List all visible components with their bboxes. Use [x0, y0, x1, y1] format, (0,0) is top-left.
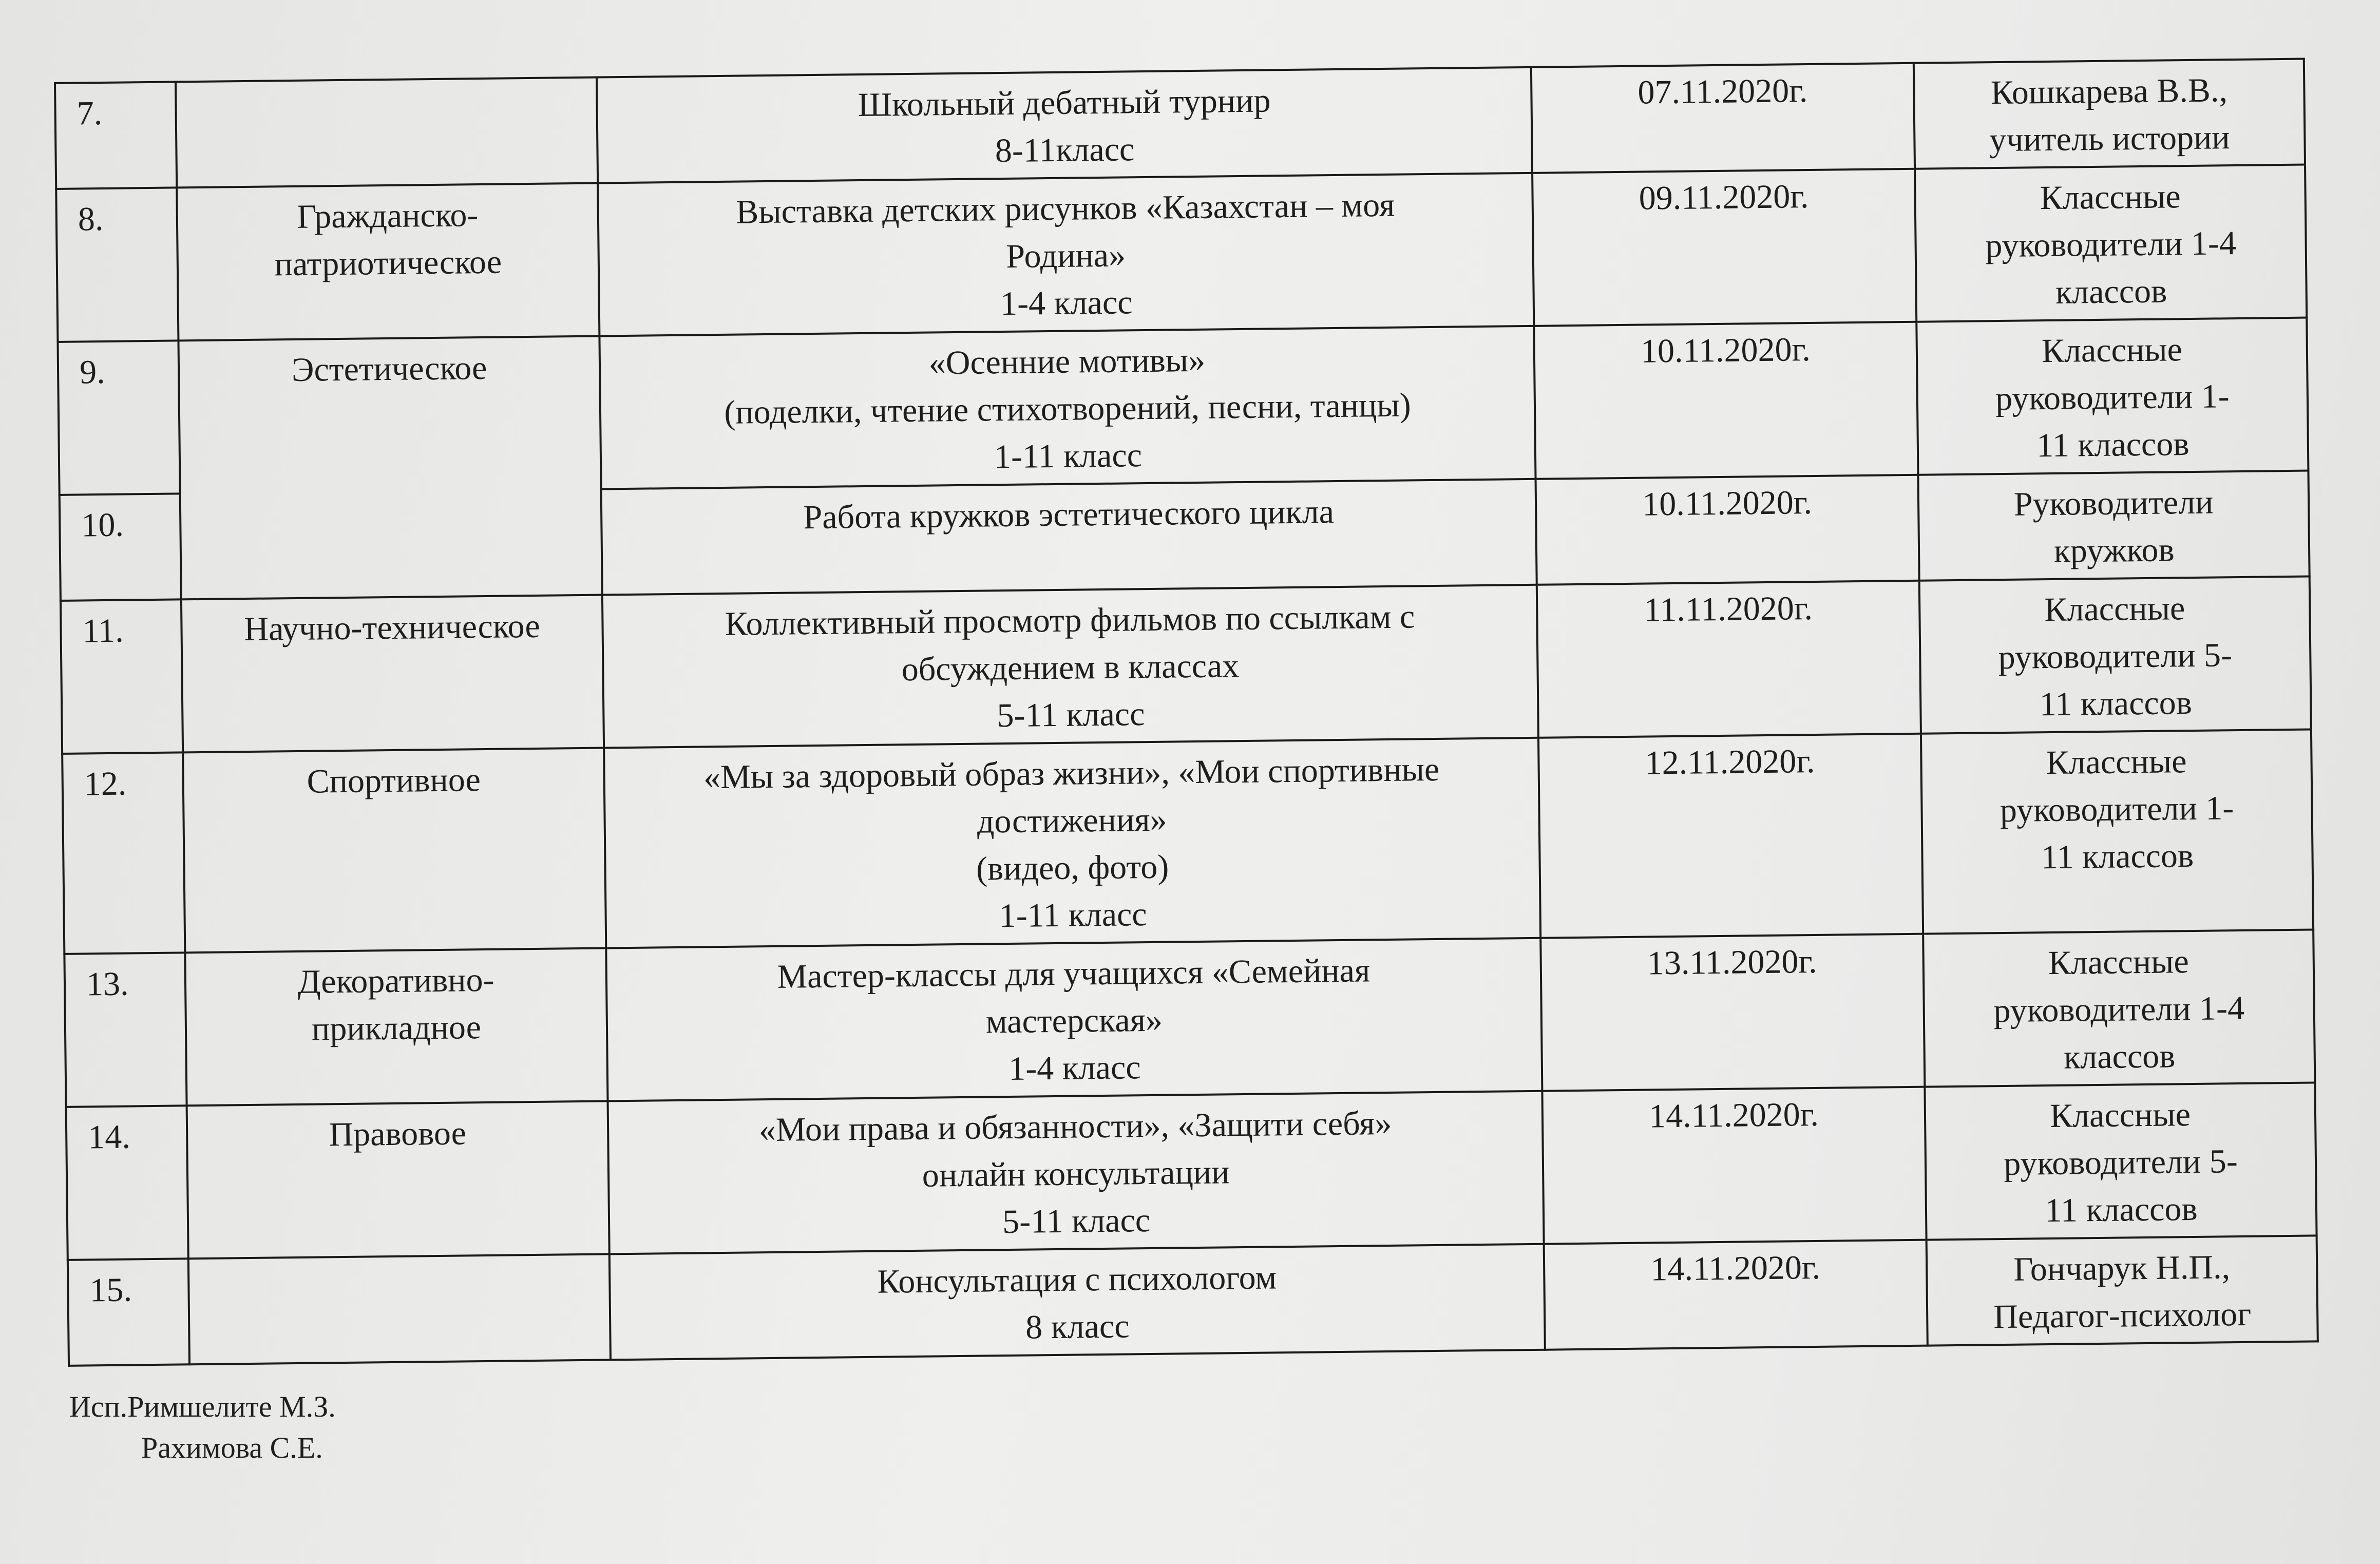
- direction-cell: Эстетическое: [178, 336, 602, 600]
- direction-cell: Спортивное: [183, 748, 606, 952]
- row-number: 13.: [64, 952, 186, 1107]
- event-cell: Работа кружков эстетического цикла: [601, 479, 1537, 595]
- responsible-cell: Руководители кружков: [1918, 471, 2309, 581]
- responsible-cell: Классные руководители 1-4 классов: [1923, 929, 2315, 1086]
- row-number: 10.: [60, 493, 181, 601]
- executor-line-2: Рахимова С.Е.: [141, 1431, 323, 1464]
- table-row: [61, 577, 2311, 754]
- event-cell: «Мои права и обязанности», «Защити себя» онлайн консультации 5-11 класс: [608, 1091, 1544, 1254]
- direction-cell: [176, 78, 598, 188]
- responsible-cell: Классные руководители 1-4 классов: [1915, 165, 2307, 322]
- direction-cell: [188, 1254, 611, 1364]
- responsible-cell: Классные руководители 5- 11 классов: [1925, 1082, 2316, 1239]
- row-number: 8.: [56, 187, 178, 342]
- responsible-cell: Гончарук Н.П., Педагог-психолог: [1927, 1235, 2318, 1345]
- event-cell: «Мы за здоровый образ жизни», «Мои спортивные достижения» (видео, фото) 1-11 класс: [604, 738, 1540, 948]
- table-row: [58, 318, 2308, 495]
- date-cell: 10.11.2020г.: [1534, 322, 1918, 479]
- date-cell: 11.11.2020г.: [1537, 581, 1921, 738]
- date-cell: 09.11.2020г.: [1532, 169, 1916, 326]
- table-row: [66, 1082, 2317, 1260]
- events-table: [54, 58, 2319, 1367]
- table-row: [62, 730, 2313, 954]
- row-number: 7.: [55, 82, 177, 189]
- table-row: [56, 165, 2307, 342]
- direction-cell: Гражданско- патриотическое: [177, 183, 599, 341]
- date-cell: 10.11.2020г.: [1536, 475, 1919, 585]
- row-number: 15.: [68, 1258, 189, 1366]
- event-cell: Консультация с психологом 8 класс: [610, 1244, 1545, 1360]
- responsible-cell: Классные руководители 1- 11 классов: [1921, 730, 2313, 934]
- row-number: 9.: [58, 340, 180, 495]
- direction-cell: Правовое: [187, 1101, 610, 1258]
- date-cell: 12.11.2020г.: [1538, 734, 1923, 938]
- date-cell: 07.11.2020г.: [1531, 63, 1915, 173]
- event-cell: Коллективный просмотр фильмов по ссылкам с обсуждением в классах 5-11 класс: [602, 585, 1538, 748]
- responsible-cell: Кошкарева В.В., учитель истории: [1914, 59, 2305, 169]
- event-cell: Выставка детских рисунков «Казахстан – моя Родина» 1-4 класс: [598, 173, 1534, 336]
- executor-line-1: Исп.Римшелите М.З.: [69, 1390, 336, 1423]
- event-cell: «Осенние мотивы» (поделки, чтение стихотворений, песни, танцы) 1-11 класс: [599, 326, 1535, 489]
- row-number: 11.: [61, 599, 183, 754]
- direction-cell: Декоративно- прикладное: [185, 948, 607, 1105]
- executors-signature: [69, 1386, 336, 1468]
- date-cell: 14.11.2020г.: [1544, 1240, 1928, 1350]
- event-cell: Мастер-классы для учащихся «Семейная мастерская» 1-4 класс: [606, 938, 1542, 1101]
- responsible-cell: Классные руководители 5- 11 классов: [1919, 577, 2311, 734]
- direction-cell: Научно-техническое: [181, 595, 604, 753]
- date-cell: 13.11.2020г.: [1540, 934, 1925, 1091]
- responsible-cell: Классные руководители 1- 11 классов: [1916, 318, 2308, 475]
- row-number: 12.: [62, 752, 185, 954]
- table-row: [64, 929, 2315, 1107]
- event-cell: Школьный дебатный турнир 8-11класс: [597, 67, 1532, 183]
- row-number: 14.: [66, 1105, 188, 1260]
- date-cell: 14.11.2020г.: [1542, 1087, 1926, 1244]
